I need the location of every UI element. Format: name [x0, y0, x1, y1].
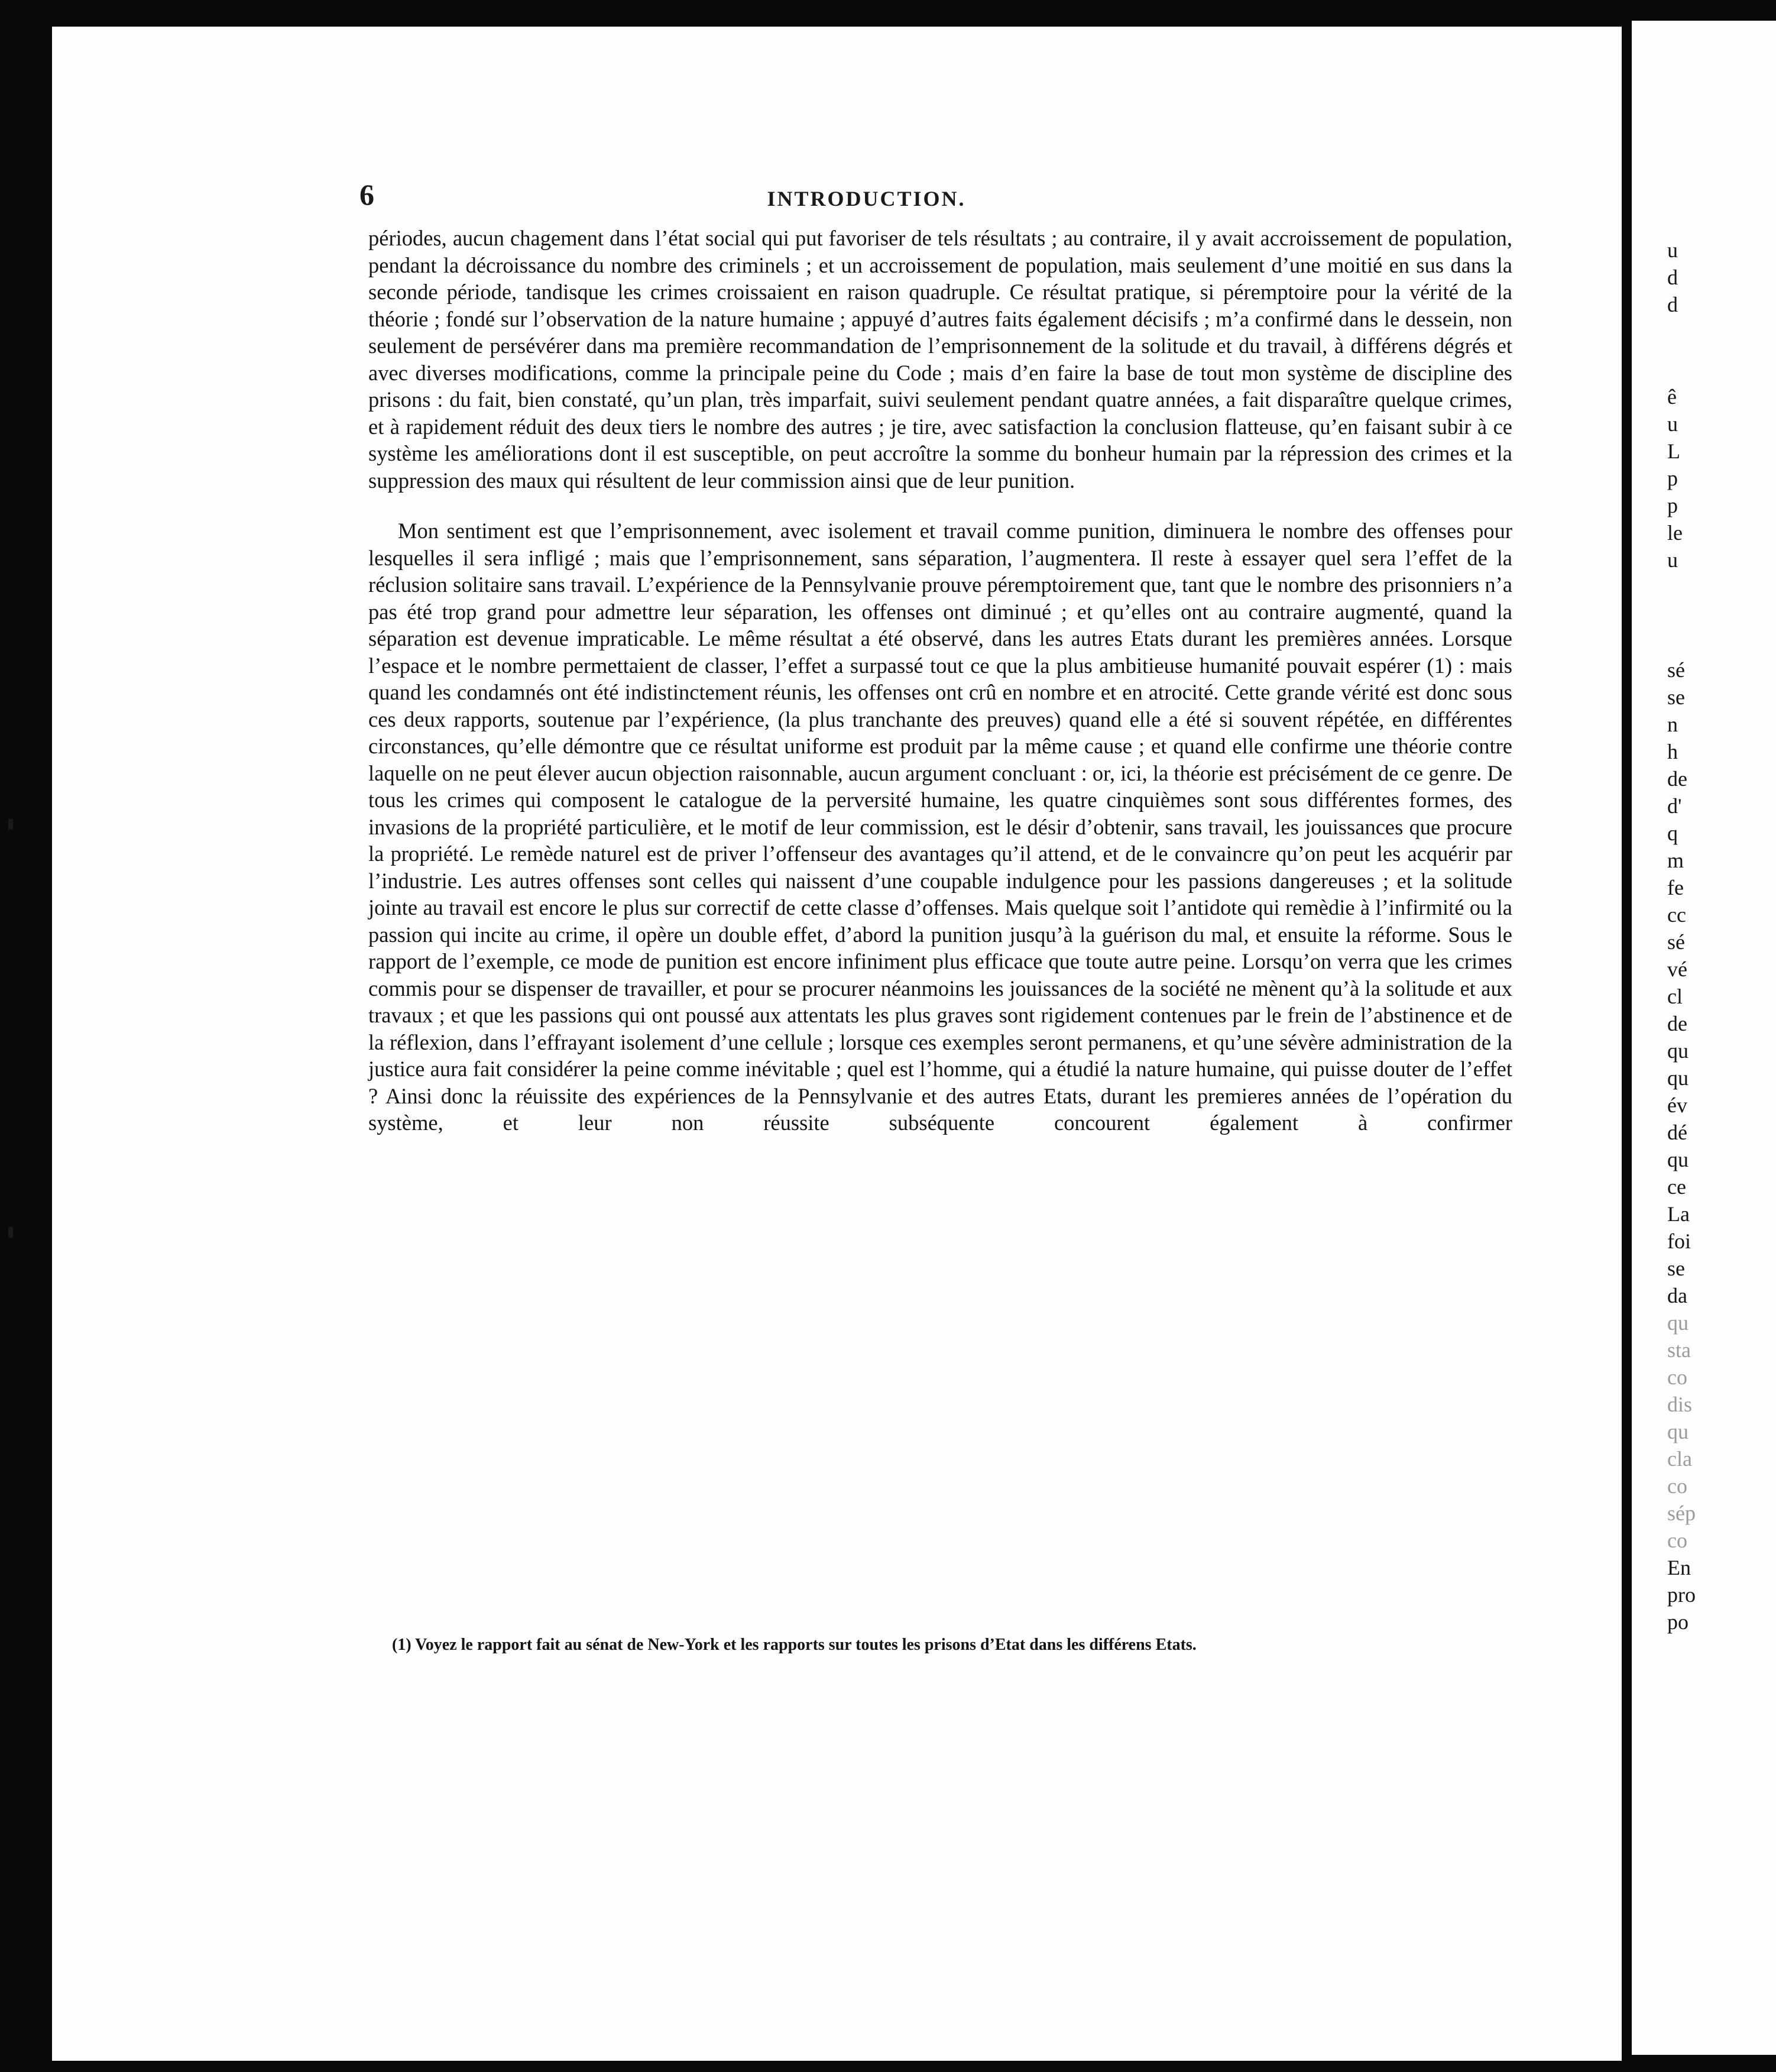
fragment-line: qu — [1667, 1039, 1689, 1063]
fragment-line: se — [1667, 1257, 1685, 1280]
fragment-line: qu — [1667, 1311, 1689, 1335]
fragment-line: L — [1667, 439, 1680, 463]
fragment-line: d — [1667, 293, 1678, 316]
fragment-line: de — [1667, 767, 1687, 791]
fragment-line: le — [1667, 521, 1683, 545]
fragment-line: de — [1667, 1012, 1687, 1035]
fragment-line: cla — [1667, 1447, 1692, 1471]
fragment-line: da — [1667, 1284, 1687, 1307]
fragment-line: co — [1667, 1365, 1687, 1389]
fragment-line: n — [1667, 713, 1678, 736]
running-head: INTRODUCTION. — [767, 187, 966, 211]
fragment-line: sé — [1667, 930, 1685, 954]
fragment-gap — [1667, 318, 1774, 383]
fragment-gap — [1667, 574, 1774, 656]
fragment-line: La — [1667, 1202, 1690, 1226]
adjacent-page-fragments — [1667, 237, 1774, 1636]
fragment-line: h — [1667, 740, 1678, 763]
fragment-line: cl — [1667, 985, 1683, 1008]
paragraph-2: Mon sentiment est que l’emprisonnement, avec isolement et travail comme punition, diminuera le nombre des offenses pour lesquelles il sera infligé ; mais que l’emprisonnement, sans séparation, l’augmentera. Il reste à essayer quel sera l’effet de la réclusion solitaire sans travail. L’expérience de la Pennsylvanie prouve péremptoirement que, tant que le nombre des prisonniers n’a pas été trop grand pour admettre leur séparation, les offenses ont diminué ; et qu’elles ont au contraire augmenté, quand la séparation est devenue impraticable. Le même résultat a été observé, dans les autres Etats durant les premières années. Lorsque l’espace et le nombre permettaient de classer, l’effet a surpassé tout ce que la plus ambitieuse humanité pouvait espérer (1) : mais quand les condamnés ont été indistinctement réunis, les offenses ont crû en nombre et en atrocité. Cette grande vérité est donc sous ces deux rapports, soutenue par l’expérience, (la plus tranchante des preuves) quand elle a été si souvent répétée, en différentes circonstances, qu’elle démontre que ce résultat uniforme est produit par la même cause ; et quand elle confirme une théorie contre laquelle on ne peut élever aucun objection raisonnable, aucun argument concluant : or, ici, la théorie est précisément de ce genre. De tous les crimes qui composent le catalogue de la perversité humaine, les quatre cinquièmes sont sous différentes formes, des invasions de la propriété particulière, et le motif de leur commission, est le désir d’obtenir, sans travail, les jouissances que procure la propriété. Le remède naturel est de priver l’offenseur des avantages qu’il attend, et de le convaincre qu’on peut les acquérir par l’industrie. Les autres offenses sont celles qui naissent d’une coupable indulgence pour les passions dangereuses ; et la solitude jointe au travail est encore le plus sur correctif de cette classe d’offenses. Mais quelque soit l’antidote qui remèdie à l’infirmité ou la passion qui incite au crime, il opère un double effet, d’abord la punition jusqu’à la guérison du mal, et ensuite la réforme. Sous le rapport de l’exemple, ce mode de punition est encore infiniment plus efficace que toute autre peine. Lorsqu’on verra que les crimes commis pour se dispenser de travailler, et pour se procurer néanmoins les jouissances de la société ne mènent qu’à la solitude et aux travaux ; et que les passions qui ont poussé aux attentats les plus graves sont rigidement contenues par le frein de l’abstinence et de la réflexion, dans l’effrayant isolement d’une cellule ; lorsque ces exemples seront permanens, et qu’une sévère administration de la justice aura fait considérer la peine comme inévitable ; quel est l’homme, qui a étudié la nature humaine, qui puisse douter de l’effet ? Ainsi donc la réuissite des expériences de la Pennsylvanie et des autres Etats, durant les premieres années de l’opération du système, et leur non réussite subséquente concourent également à confirmer — [368, 519, 1512, 1135]
margin-mark — [8, 819, 13, 830]
fragment-line: dis — [1667, 1393, 1693, 1416]
fragment-line: cc — [1667, 903, 1686, 927]
fragment-line: po — [1667, 1610, 1689, 1634]
fragment-line: En — [1667, 1556, 1691, 1579]
fragment-line: q — [1667, 821, 1678, 845]
fragment-line: p — [1667, 494, 1678, 517]
fragment-line: fe — [1667, 876, 1684, 899]
fragment-line: co — [1667, 1529, 1687, 1552]
body-text — [368, 225, 1512, 1137]
fragment-line: év — [1667, 1093, 1687, 1117]
page-number: 6 — [359, 178, 374, 211]
fragment-line: p — [1667, 467, 1678, 490]
book-page — [52, 27, 1622, 2061]
fragment-line: foi — [1667, 1229, 1691, 1253]
fragment-line: sép — [1667, 1501, 1696, 1525]
paragraph-1: périodes, aucun chagement dans l’état social qui put favoriser de tels résultats ; au contraire, il y avait accroissement de population, pendant la décroissance du nombre des criminels ; et un accroissement de population, mais seulement d’une moitié en sus dans la seconde période, tandisque les crimes croissaient en raison quadruple. Ce résultat pratique, si péremptoire pour la vérité de la théorie ; fondé sur l’observation de la nature humaine ; appuyé d’autres faits également décisifs ; m’a confirmé dans le dessein, non seulement de persévérer dans ma première recommandation de l’emprisonnement de la solitude et du travail, à différens dégrés et avec diverses modifications, comme la principale peine du Code ; mais d’en faire la base de tout mon système de discipline des prisons : du fait, bien constaté, qu’un plan, très imparfait, suivi seulement pendant quatre années, a fait disparaître quelque crimes, et à rapidement réduit des deux tiers le nombre des autres ; je tire, avec satisfaction la conclusion flatteuse, qu’en faisant subir à ce système les améliorations dont il est susceptible, on peut accroître la somme du bonheur humain par la répression des crimes et la suppression des maux qui résultent de leur commission ainsi que de leur punition. — [368, 226, 1512, 493]
fragment-line: m — [1667, 849, 1684, 872]
fragment-line: se — [1667, 685, 1685, 709]
fragment-line: dé — [1667, 1121, 1687, 1144]
fragment-line: pro — [1667, 1583, 1696, 1607]
fragment-line: u — [1667, 238, 1678, 262]
fragment-line: d' — [1667, 794, 1682, 818]
fragment-line: sé — [1667, 658, 1685, 682]
fragment-line: qu — [1667, 1420, 1689, 1443]
footnote: (1) Voyez le rapport fait au sénat de New-York et les rapports sur toutes les prisons d’Etat dans les différens Etats. — [392, 1636, 1197, 1654]
fragment-line: qu — [1667, 1148, 1689, 1171]
fragment-line: d — [1667, 266, 1678, 289]
fragment-line: vé — [1667, 957, 1687, 981]
margin-mark — [8, 1227, 13, 1238]
fragment-line: sta — [1667, 1338, 1691, 1362]
fragment-line: u — [1667, 548, 1678, 572]
fragment-line: ê — [1667, 385, 1677, 409]
fragment-line: co — [1667, 1474, 1687, 1498]
fragment-line: qu — [1667, 1066, 1689, 1090]
fragment-line: ce — [1667, 1175, 1686, 1199]
fragment-line: u — [1667, 412, 1678, 436]
